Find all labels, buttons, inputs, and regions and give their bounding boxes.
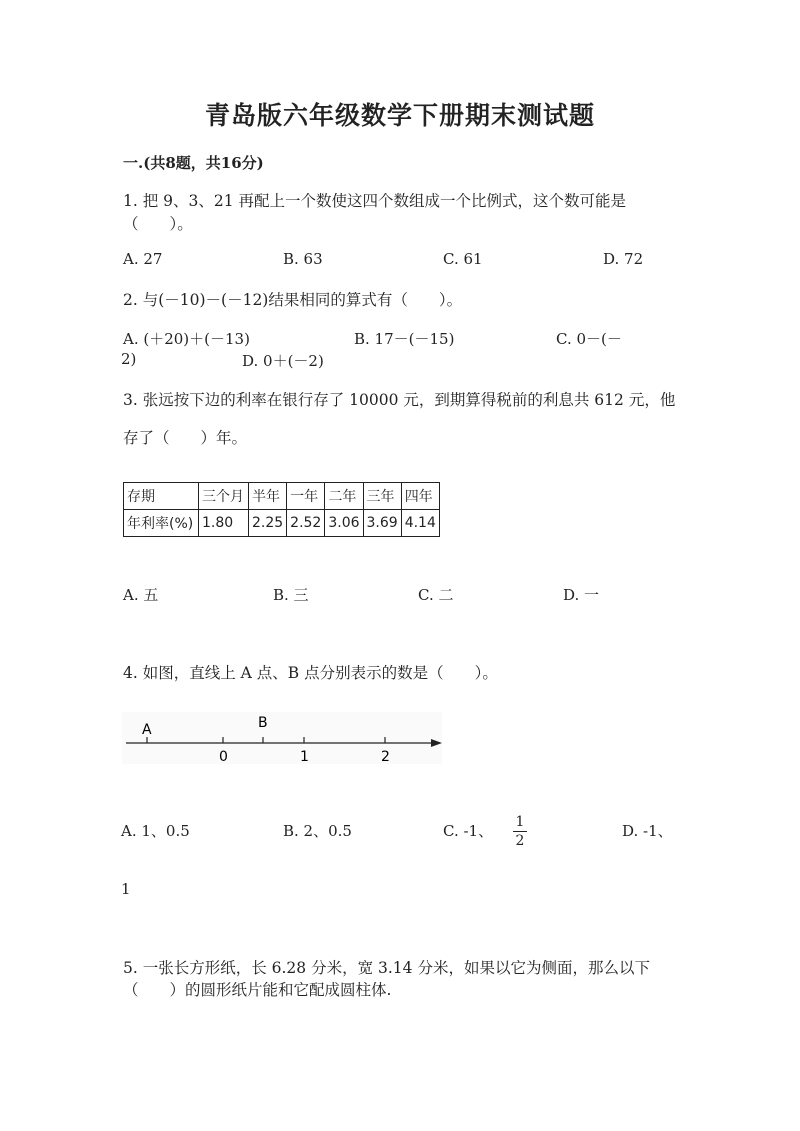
q1-option-b: B. 63 [283,250,323,268]
table-header-cell: 半年 [249,483,287,510]
q2-option-b: B. 17－(－15) [354,330,455,348]
table-header-cell: 存期 [124,483,199,510]
table-cell: 4.14 [401,510,439,537]
number-line-figure [122,712,442,764]
table-cell: 3.06 [325,510,363,537]
q1-option-a: A. 27 [123,250,163,268]
table-row [124,510,440,537]
point-a-label: A [142,722,152,738]
q1-text-line2: （ ）。 [123,215,193,233]
number-line-svg [122,712,442,764]
q2-option-c-continued: 2) [121,350,137,368]
q4-text: 4. 如图，直线上 A 点、B 点分别表示的数是（ ）。 [123,664,498,682]
table-header-cell: 三年 [363,483,401,510]
fraction-bar [513,831,527,832]
table-header-cell: 三个月 [199,483,249,510]
q3-option-a: A. 五 [123,586,159,604]
q3-option-b: B. 三 [273,586,309,604]
point-b-label: B [258,715,268,731]
table-header-cell: 四年 [401,483,439,510]
q3-option-c: C. 二 [418,586,454,604]
table-cell: 3.69 [363,510,401,537]
q1-option-c: C. 61 [443,250,483,268]
tick-label-1: 1 [300,749,309,764]
tick-label-2: 2 [381,749,390,764]
table-cell: 2.52 [287,510,325,537]
interest-rate-table [123,482,440,537]
q2-option-c: C. 0－(－ [556,330,622,348]
q4-option-c: C. -1、 [443,822,494,840]
q4-option-d: D. -1、 [622,822,673,840]
table-cell: 1.80 [199,510,249,537]
table-header-cell: 一年 [287,483,325,510]
table-header-row [124,483,440,510]
q4-option-c-fraction [513,814,527,849]
tick-label-0: 0 [219,749,228,764]
arrow-head-icon [431,739,442,747]
q3-text-line1: 3. 张远按下边的利率在银行存了 10000 元，到期算得税前的利息共 612 元，他 [123,391,676,409]
q4-option-d-continued: 1 [121,880,131,898]
q3-text-line2: 存了（ ）年。 [123,429,248,447]
q4-option-b: B. 2、0.5 [283,822,352,840]
q2-option-a: A. (＋20)＋(－13) [123,330,250,348]
q1-text-line1: 1. 把 9、3、21 再配上一个数使这四个数组成一个比例式，这个数可能是 [123,192,627,210]
section-heading: 一.(共8题，共16分) [123,154,264,172]
table-cell: 年利率(%) [124,510,199,537]
q2-option-d: D. 0＋(－2) [242,352,324,370]
fraction-denominator: 2 [515,833,525,849]
q5-text-line1: 5. 一张长方形纸，长 6.28 分米，宽 3.14 分米，如果以它为侧面，那么以下 [123,959,650,977]
table-header-cell: 二年 [325,483,363,510]
table-cell: 2.25 [249,510,287,537]
fraction-numerator: 1 [515,814,525,830]
q4-option-a: A. 1、0.5 [121,822,190,840]
q2-text: 2. 与(－10)－(－12)结果相同的算式有（ ）。 [123,291,463,309]
q1-option-d: D. 72 [603,250,644,268]
q5-text-line2: （ ）的圆形纸片能和它配成圆柱体. [123,981,392,999]
q3-option-d: D. 一 [563,586,600,604]
page-title: 青岛版六年级数学下册期末测试题 [204,101,595,130]
